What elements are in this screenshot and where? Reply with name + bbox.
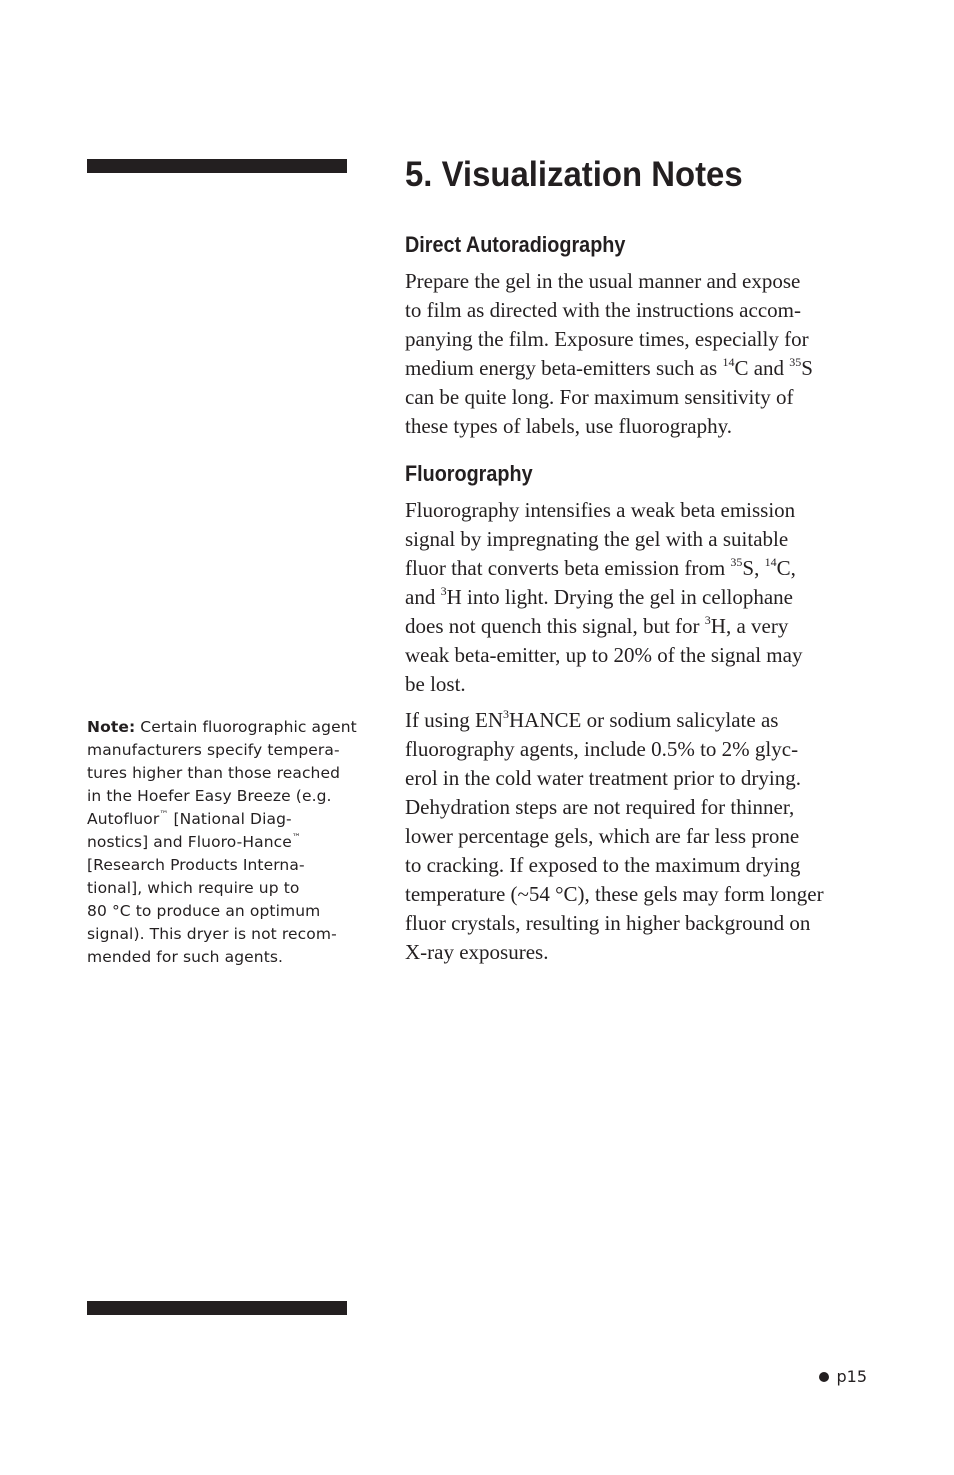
text-line: temperature (~54 °C), these gels may form longer: [405, 882, 824, 906]
text-line: and $^3$H into light. Drying the gel in cellophane: [405, 584, 794, 609]
note-text: Certain fluorographic agent: [135, 718, 357, 736]
text-line: panying the film. Exposure times, especially for: [405, 327, 809, 351]
text-line: signal by impregnating the gel with a suitable: [405, 527, 789, 551]
text-line: weak beta-emitter, up to 20% of the signal may: [405, 643, 803, 667]
text-line: fluor that converts beta emission from $^{35}$S, $^{14}$C,: [405, 555, 796, 580]
note-line: manufacturers specify tempera-: [87, 741, 340, 759]
text-line: be lost.: [405, 672, 466, 696]
note-line: tures higher than those reached: [87, 764, 341, 782]
text-line: X-ray exposures.: [405, 940, 549, 964]
text-line: to film as directed with the instructions accom-: [405, 298, 801, 322]
text-line: does not quench this signal, but for $^3$H, a very: [405, 613, 789, 638]
note-line: tional], which require up to: [87, 879, 300, 897]
superscript: 14: [764, 555, 777, 569]
text-line: can be quite long. For maximum sensitivity of: [405, 385, 794, 409]
superscript: 3: [704, 613, 711, 627]
superscript: 35: [730, 555, 743, 569]
main-column: [405, 150, 875, 967]
text-line: Dehydration steps are not required for thinner,: [405, 795, 795, 819]
top-rule: [87, 159, 347, 173]
text-line: Prepare the gel in the usual manner and expose: [405, 269, 801, 293]
note-line: nostics] and Fluoro-Hance™: [87, 833, 301, 851]
note-line: 80 °C to produce an optimum: [87, 902, 321, 920]
paragraph-direct-autoradiography: [405, 267, 875, 441]
text-line: these types of labels, use fluorography.: [405, 414, 732, 438]
note-line: in the Hoefer Easy Breeze (e.g.: [87, 787, 332, 805]
text-line: Fluorography intensifies a weak beta emission: [405, 498, 796, 522]
superscript: 35: [789, 355, 802, 369]
section-heading-fluorography: Fluorography: [405, 461, 533, 486]
note-line: mended for such agents.: [87, 948, 284, 966]
note-label: Note:: [87, 718, 136, 736]
text-line: erol in the cold water treatment prior to drying.: [405, 766, 801, 790]
section-heading-direct-autoradiography: Direct Autoradiography: [405, 232, 626, 257]
bullet-icon: [819, 1372, 829, 1382]
paragraph-fluorography-1: [405, 496, 875, 699]
text-line: If using $EN^3HANCE$ or sodium salicylate as: [405, 707, 779, 732]
bottom-rule: [87, 1301, 347, 1315]
note-first-line: [87, 716, 357, 739]
superscript: ™: [291, 833, 301, 843]
paragraph-fluorography-2: [405, 706, 875, 967]
superscript: ™: [159, 810, 169, 820]
note-line: [Research Products Interna-: [87, 856, 305, 874]
text-line: medium energy beta-emitters such as $^{14}$C and $^{35}$S: [405, 355, 813, 380]
page-title: 5. Visualization Notes: [405, 155, 743, 194]
text-line: fluor crystals, resulting in higher background on: [405, 911, 811, 935]
page-footer: [819, 1366, 867, 1388]
page-number: p15: [836, 1367, 867, 1386]
side-note: [87, 716, 357, 969]
text-line: to cracking. If exposed to the maximum drying: [405, 853, 801, 877]
note-line: signal). This dryer is not recom-: [87, 925, 337, 943]
note-line: Autofluor™ [National Diag-: [87, 810, 292, 828]
superscript: 3: [503, 707, 509, 721]
superscript: 3: [440, 584, 447, 598]
superscript: 14: [722, 355, 735, 369]
text-line: fluorography agents, include 0.5% to 2% glyc-: [405, 737, 799, 761]
text-line: lower percentage gels, which are far less prone: [405, 824, 800, 848]
